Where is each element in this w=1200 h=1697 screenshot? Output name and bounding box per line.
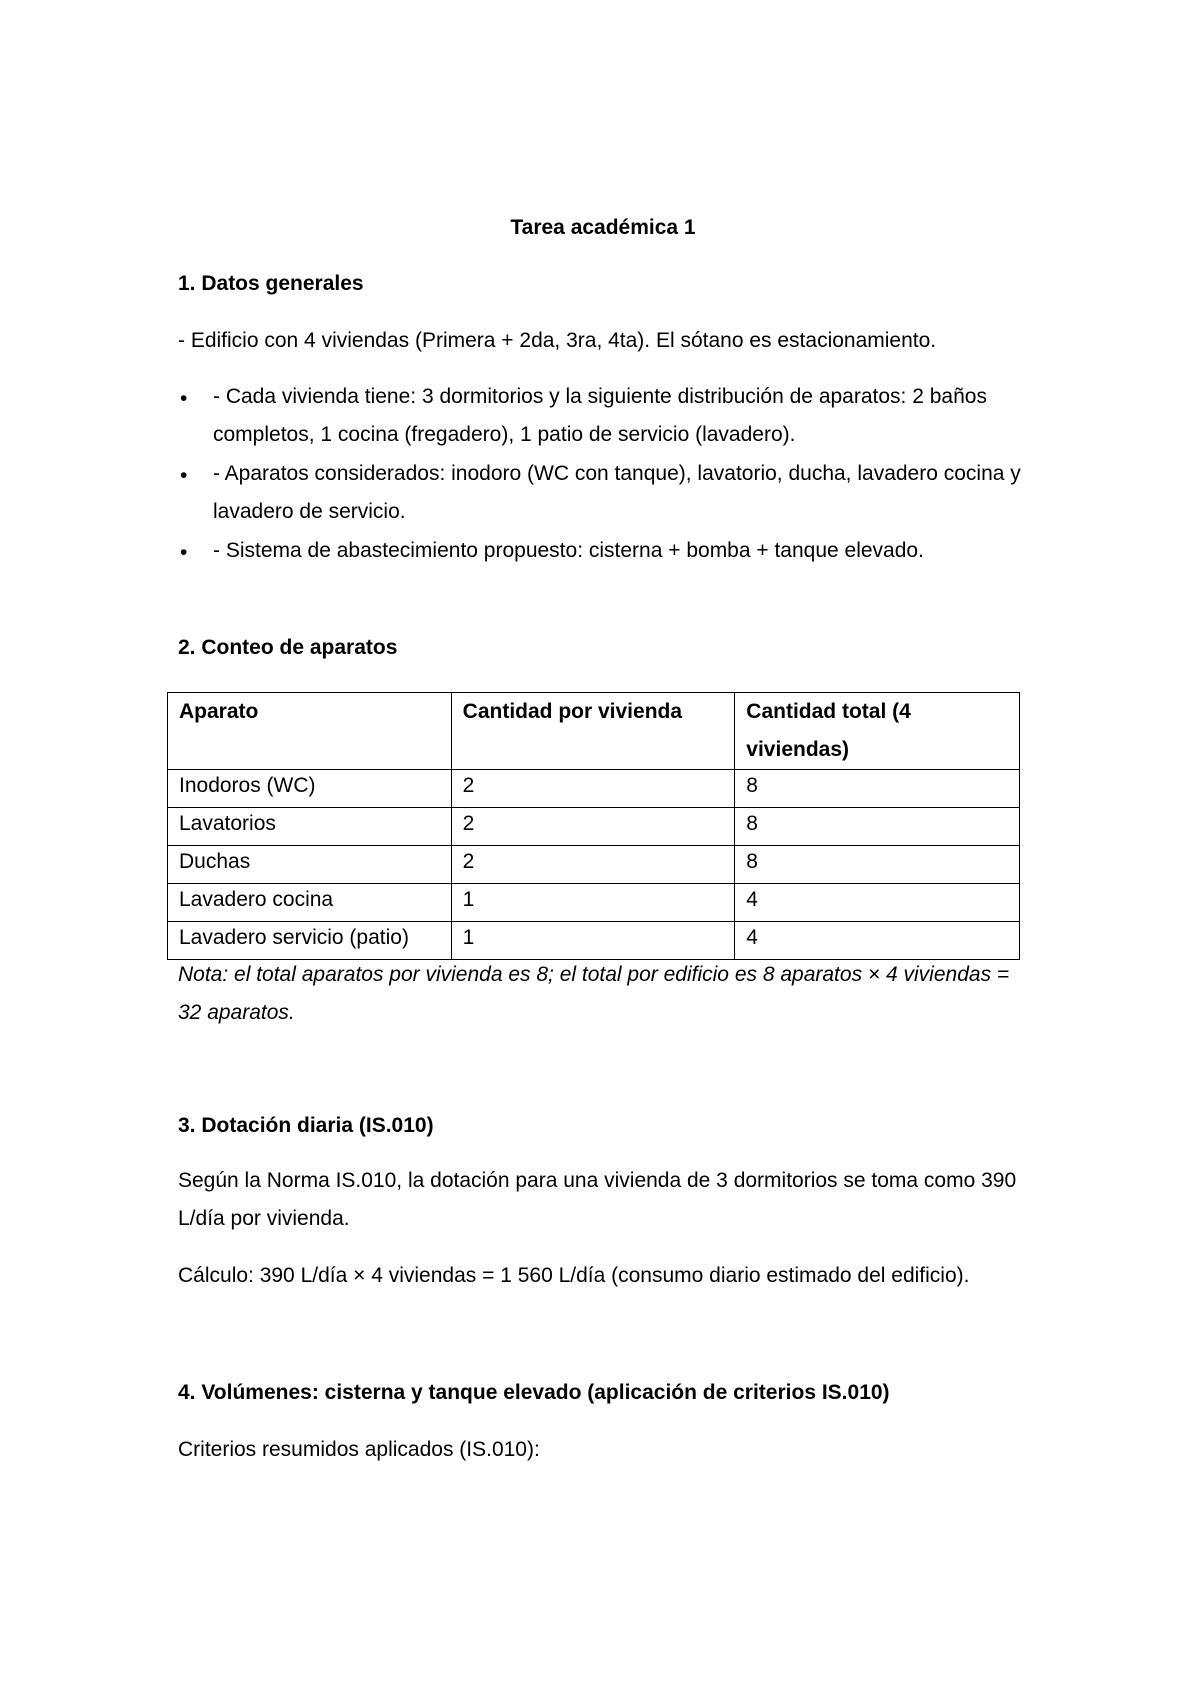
list-item: - Sistema de abastecimiento propuesto: cisterna + bomba + tanque elevado. xyxy=(213,539,924,562)
column-header-cantidad-total: Cantidad total (4 viviendas) xyxy=(735,693,1020,770)
table-cell: 4 xyxy=(735,884,1020,922)
table-header-row xyxy=(168,693,1020,770)
column-header-cantidad-por-vivienda: Cantidad por vivienda xyxy=(451,693,735,770)
table-cell: 2 xyxy=(451,808,735,846)
table-row xyxy=(168,808,1020,846)
table-cell: 1 xyxy=(451,922,735,960)
bullet-marker: • xyxy=(180,464,188,487)
table-cell: Duchas xyxy=(168,846,452,884)
table-cell: 2 xyxy=(451,770,735,808)
table-cell: Lavadero cocina xyxy=(168,884,452,922)
table-cell: 8 xyxy=(735,770,1020,808)
list-item: - Cada vivienda tiene: 3 dormitorios y la siguiente distribución de aparatos: 2 baños completos, 1 cocina (fregadero), 1 patio de servicio (lavadero). xyxy=(213,385,987,446)
section-1-intro: - Edificio con 4 viviendas (Primera + 2da, 3ra, 4ta). El sótano es estacionamiento. xyxy=(178,329,937,352)
section-3-heading: 3. Dotación diaria (IS.010) xyxy=(178,1114,434,1137)
section-3-paragraph: Según la Norma IS.010, la dotación para una vivienda de 3 dormitorios se toma como 390 L/día por vivienda. xyxy=(178,1169,1017,1230)
section-2-heading: 2. Conteo de aparatos xyxy=(178,636,398,659)
table-cell: Lavatorios xyxy=(168,808,452,846)
table-cell: 4 xyxy=(735,922,1020,960)
table-row xyxy=(168,922,1020,960)
bullet-marker: • xyxy=(180,387,188,410)
table-cell: Lavadero servicio (patio) xyxy=(168,922,452,960)
table-row xyxy=(168,884,1020,922)
section-4-heading: 4. Volúmenes: cisterna y tanque elevado (aplicación de criterios IS.010) xyxy=(178,1381,890,1404)
table-cell: 1 xyxy=(451,884,735,922)
table-cell: 2 xyxy=(451,846,735,884)
table-cell: Inodoros (WC) xyxy=(168,770,452,808)
section-4-paragraph: Criterios resumidos aplicados (IS.010): xyxy=(178,1438,540,1461)
bullet-marker: • xyxy=(180,541,188,564)
document-title: Tarea académica 1 xyxy=(510,216,696,239)
table-note: Nota: el total aparatos por vivienda es 8; el total por edificio es 8 aparatos × 4 viviendas = 32 aparatos. xyxy=(178,963,1010,1024)
devices-table xyxy=(167,692,1020,960)
table-cell: 8 xyxy=(735,846,1020,884)
column-header-aparato: Aparato xyxy=(168,693,452,770)
section-3-calculation: Cálculo: 390 L/día × 4 viviendas = 1 560 L/día (consumo diario estimado del edificio). xyxy=(178,1264,970,1287)
table-row xyxy=(168,846,1020,884)
list-item: - Aparatos considerados: inodoro (WC con tanque), lavatorio, ducha, lavadero cocina y lavadero de servicio. xyxy=(213,462,1021,523)
section-1-heading: 1. Datos generales xyxy=(178,272,364,295)
table-cell: 8 xyxy=(735,808,1020,846)
table-row xyxy=(168,770,1020,808)
